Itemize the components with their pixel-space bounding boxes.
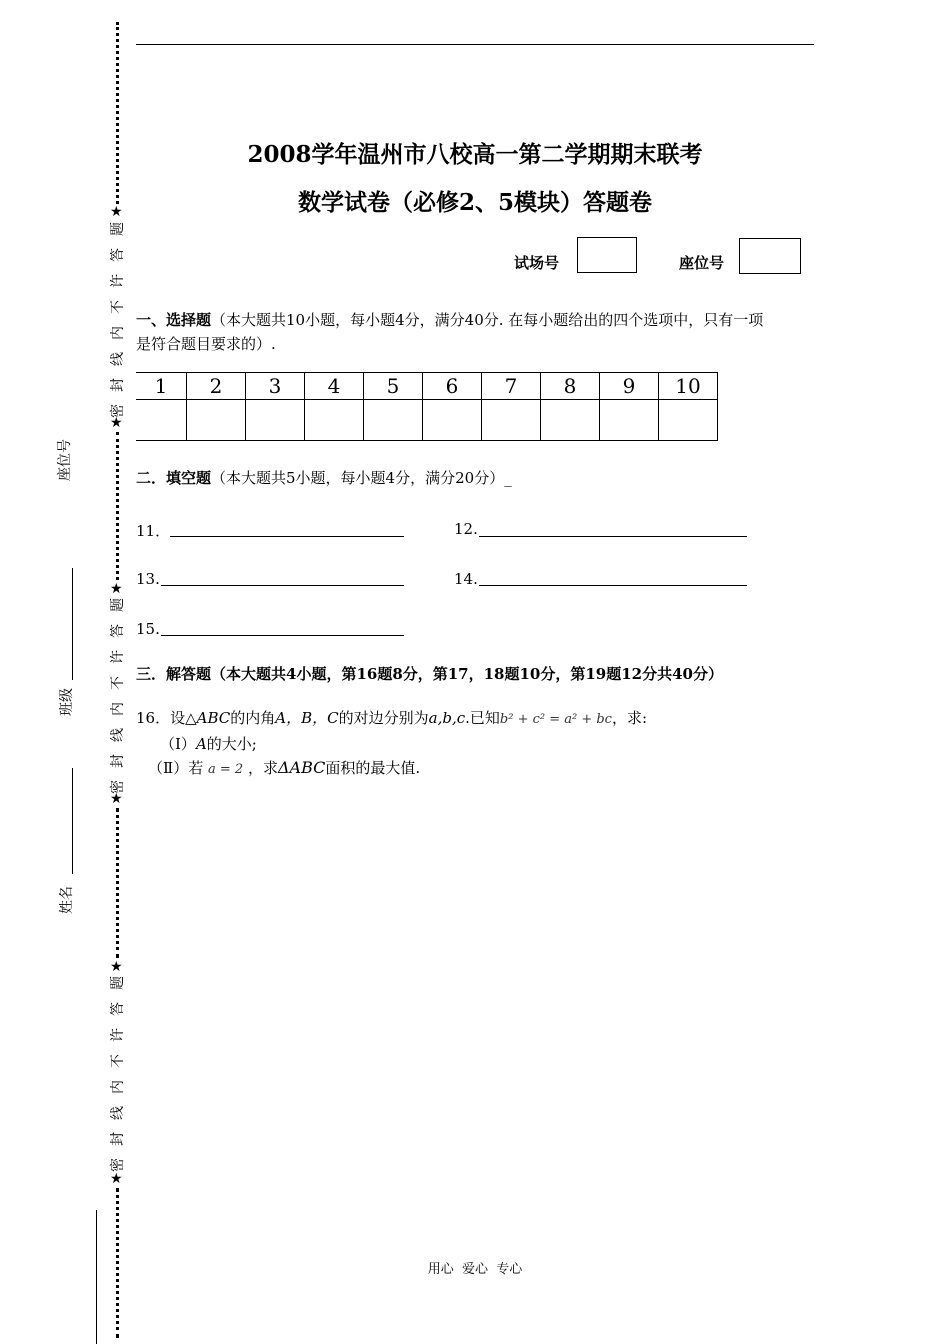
binding-line [96,1210,97,1344]
part2-triangle: ΔABC [277,758,326,777]
star-icon: ★ [110,1171,123,1187]
seal-char: 题 [110,976,126,990]
section2-note: （本大题共5小题，每小题4分，满分20分）_ [211,469,512,487]
class-underline [72,568,73,680]
question-number-cell: 4 [305,373,364,400]
answer-table-answer-row [136,400,718,441]
q16-part-d: .已知 [465,709,500,727]
q16-part-b: 的内角 [230,709,276,727]
seal-char: 封 [110,378,126,392]
dotted-line [116,808,119,958]
part2-condition: a = 2 [207,762,244,777]
question-number-cell: 7 [482,373,541,400]
part1-var: A [195,735,207,753]
part2-text-b: 面积的最大值. [325,759,421,777]
page-subtitle: 数学试卷（必修2、5模块）答题卷 [297,189,652,216]
seat-box[interactable] [739,238,801,274]
seal-text-1 [110,222,126,418]
q12-label: 12. [454,520,478,538]
question-number-cell: 6 [423,373,482,400]
seal-char: 封 [110,754,126,768]
dotted-line [116,22,119,204]
star-icon: ★ [110,581,123,597]
answer-table-header-row [136,373,718,400]
seal-char: 不 [110,300,126,314]
dotted-line [116,432,119,580]
section1-note-line1: （本大题共10小题，每小题4分，满分40分. 在每小题给出的四个选项中，只有一项 [211,311,764,329]
class-label [56,682,80,722]
page-title: 2008学年温州市八校高一第二学期期末联考 [247,141,703,168]
q16-text [136,706,647,732]
q14-answer-line[interactable] [479,585,747,586]
q16-part1 [160,732,257,756]
answer-cell[interactable] [364,400,423,441]
star-icon: ★ [110,791,123,807]
seal-char: 题 [110,598,126,612]
part2-text-a: ，求 [247,759,278,777]
section1-intro [136,308,826,356]
question-number-cell: 2 [187,373,246,400]
q13-label: 13. [136,570,160,588]
exam-room-label: 试场号 [514,254,560,272]
q16-number: 16． [136,709,171,727]
q16-triangle: ABC [196,709,231,727]
seal-char: 密 [110,404,126,418]
seal-char: 内 [110,1080,126,1094]
top-rule [136,44,814,45]
seat-label: 座位号 [679,254,725,272]
seal-char: 密 [110,780,126,794]
seal-char: 许 [110,650,126,664]
seal-char: 许 [110,274,126,288]
seal-char: 不 [110,676,126,690]
answer-cell[interactable] [541,400,600,441]
question-number-cell: 8 [541,373,600,400]
question-number-cell: 5 [364,373,423,400]
q15-label: 15. [136,620,160,638]
part1-text: 的大小; [206,735,257,753]
q16-part2 [148,756,420,782]
seal-char: 封 [110,1132,126,1146]
seat-number-label [58,436,78,486]
q14-label: 14. [454,570,478,588]
part2-label: （Ⅱ）若 [148,759,204,777]
q15-answer-line[interactable] [161,635,404,636]
part1-label: （Ⅰ） [160,735,196,753]
seal-char: 许 [110,1028,126,1042]
footer-slogan: 用心 爱心 专心 [427,1262,523,1277]
seal-char: 内 [110,702,126,716]
section2-heading: 二．填空题 [136,469,212,487]
seal-char: 内 [110,326,126,340]
seal-char: 答 [110,248,126,262]
choice-answer-table [136,372,718,441]
section1-heading: 一、选择题 [136,311,212,329]
seal-char: 线 [110,352,126,366]
answer-cell[interactable] [423,400,482,441]
seal-char: 密 [110,1158,126,1172]
seal-char: 不 [110,1054,126,1068]
exam-room-box[interactable] [577,237,637,273]
name-label [56,880,80,920]
q11-answer-line[interactable] [170,536,404,537]
section1-note-line2: 是符合题目要求的）. [136,335,276,353]
q16-part-c: 的对边分别为 [338,709,429,727]
name-label-text: 姓名 [59,886,75,914]
question-number-cell: 10 [659,373,718,400]
seat-number-text: 座位号 [57,439,73,481]
seal-text-2 [110,598,126,794]
answer-cell[interactable] [482,400,541,441]
answer-cell[interactable] [659,400,718,441]
answer-cell[interactable] [187,400,246,441]
question-number-cell: 3 [246,373,305,400]
q16-part-a: 设△ [170,709,197,727]
star-icon: ★ [110,204,123,220]
answer-cell[interactable] [600,400,659,441]
q16-formula: b² + c² = a² + bc [499,712,612,727]
q11-label: 11． [136,522,171,540]
answer-cell[interactable] [136,400,187,441]
seal-text-3 [110,976,126,1172]
q12-answer-line[interactable] [479,536,747,537]
q16-part-e: ，求: [611,709,648,727]
seal-char: 答 [110,1002,126,1016]
class-label-text: 班级 [59,688,75,716]
star-icon: ★ [110,959,123,975]
seal-char: 答 [110,624,126,638]
q16-angles: A，B，C [275,709,339,727]
question-number-cell: 1 [136,373,187,400]
seal-char: 线 [110,1106,126,1120]
question-number-cell: 9 [600,373,659,400]
answer-cell[interactable] [305,400,364,441]
section3-heading: 三．解答题（本大题共4小题，第16题8分，第17，18题10分，第19题12分共40分） [136,665,723,683]
seal-char: 线 [110,728,126,742]
q16-sides: a,b,c [428,709,466,727]
name-underline [72,768,73,874]
q13-answer-line[interactable] [161,585,404,586]
star-icon: ★ [110,415,123,431]
seal-char: 题 [110,222,126,236]
section2-intro [136,466,816,490]
answer-cell[interactable] [246,400,305,441]
